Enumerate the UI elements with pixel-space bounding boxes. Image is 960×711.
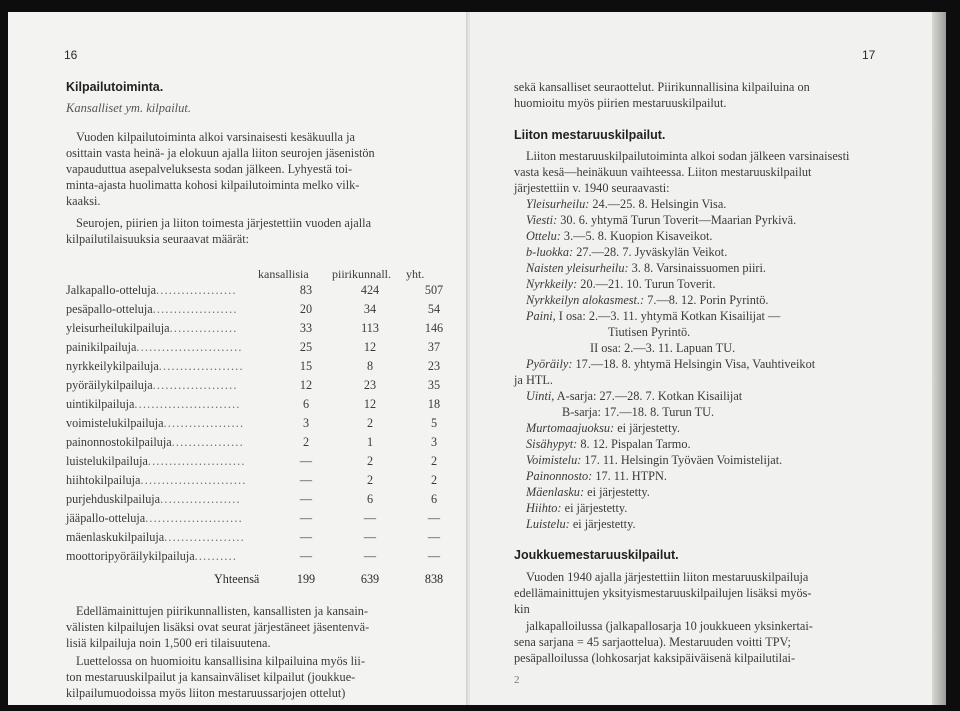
- table-row: pesäpallo-otteluja.................... 20 34 54: [66, 302, 441, 316]
- list-item: Uinti, A-sarja: 27.—28. 7. Kotkan Kisailijat: [526, 389, 743, 403]
- table-row: nyrkkeilykilpailuja.................... 15 8 23: [66, 359, 441, 373]
- list-item: Ottelu: 3.—5. 8. Kuopion Kisaveikot.: [526, 229, 713, 243]
- table-row: voimistelukilpailuja................... 3 2 5: [66, 416, 438, 430]
- list-item: b-luokka: 27.—28. 7. Jyväskylän Veikot.: [526, 245, 728, 259]
- list-item: Hiihto: ei järjestetty.: [526, 501, 628, 515]
- list-item: Voimistelu: 17. 11. Helsingin Työväen Voimistelijat.: [526, 453, 783, 467]
- column-header: kansallisia: [258, 267, 309, 281]
- table-row: purjehduskilpailuja................... — 6 6: [66, 492, 438, 506]
- list-item: Naisten yleisurheilu: 3. 8. Varsinaissuomen piiri.: [526, 261, 767, 275]
- table-row: moottoripyöräilykilpailuja.......... — — —: [66, 549, 441, 563]
- page-number: 17: [862, 48, 876, 62]
- list-item: Painonnosto: 17. 11. HTPN.: [526, 469, 667, 483]
- column-header: piirikunnall.: [332, 267, 391, 281]
- book-edge: [932, 12, 946, 705]
- section-heading: Kilpailutoiminta.: [66, 80, 164, 94]
- right-page: 17 sekä kansalliset seuraottelut. Piirikunnallisina kilpailuina on huomioitu myös piirien mestaruuskilpailut. Liiton mestaruuskilpailut. Liiton mestaruuskilpailutoiminta alkoi sodan jälkeen varsinaisesti vasta kesä—heinäkuun vaihteessa. Liiton mestaruuskilpailut järjestettiin v. 1940 seuraavasti: Yleisurheilu: 24.—25. 8. Helsingin Visa. Viesti: 30. 6. yhtymä Turun Toverit—Maarian Pyrkivä. Ottelu: 3.—5. 8. Kuopion Kisaveikot. b-luokka: 27.—28. 7. Jyväskylän Veikot. Naisten yleisurheilu: 3. 8. Varsinaissuomen piiri. Nyrkkeily: 20.—21. 10. Turun Toverit. Nyrkkeilyn alokasmest.: 7.—8. 12. Porin Pyrintö. Paini, I osa: 2.—3. 11. yhtymä Kotkan Kisailijat — Tiutisen Pyrintö. II osa: 2.—3. 11. Lapuan TU. Pyöräily: 17.—18. 8. yhtymä Helsingin Visa, Vauhtiveikot ja HTL. Uinti, A-sarja: 27.—28. 7. Kotkan Kisailijat B-sarja: 17.—18. 8. Turun TU. Murtomaajuoksu: ei järjestetty. Sisähypyt: 8. 12. Pispalan Tarmo. Voimistelu: 17. 11. Helsingin Työväen Voimistelijat. Painonnosto: 17. 11. HTPN. Mäenlasku: ei järjestetty. Hiihto: ei järjestetty. Luistelu: ei järjestetty. Joukkuemestaruuskilpailut. Vuoden 1940 ajalla järjestettiin liiton mestaruuskilpailuja edellämainittujen yksityismestaruuskilpailujen lisäksi myös- kin jalkapalloilussa (jalkapallosarja 10 joukkueen yksinkertai- sena sarjana = 45 sarjaottelua). Mestaruuden voitti TPV; pesäpalloilussa (lohkosarjat kaksipäiväisenä kilpailutilai- 2: [470, 12, 946, 705]
- subheading: Kansalliset ym. kilpailut.: [66, 101, 191, 115]
- table-row: pyöräilykilpailuja.................... 12 23 35: [66, 378, 441, 392]
- table-row: luistelukilpailuja....................... — 2 2: [66, 454, 438, 468]
- list-item: Murtomaajuoksu: ei järjestetty.: [526, 421, 680, 435]
- table-row: yleisurheilukilpailuja................ 33 113 146: [66, 321, 444, 335]
- table-row: painikilpailuja......................... 25 12 37: [66, 340, 441, 354]
- column-header: yht.: [406, 267, 425, 281]
- total-label: Yhteensä: [214, 572, 260, 586]
- list-item: Tiutisen Pyrintö.: [608, 325, 691, 339]
- signature-mark: 2: [514, 674, 520, 686]
- section-heading: Joukkuemestaruuskilpailut.: [514, 548, 679, 562]
- list-item: ja HTL.: [514, 373, 553, 387]
- table-row: Jalkapallo-otteluja................... 83 424 507: [66, 283, 444, 297]
- list-item: Yleisurheilu: 24.—25. 8. Helsingin Visa.: [526, 197, 727, 211]
- list-item: Pyöräily: 17.—18. 8. yhtymä Helsingin Visa, Vauhtiveikot: [526, 357, 816, 371]
- table-row: hiihtokilpailuja......................... — 2 2: [66, 473, 438, 487]
- list-item: B-sarja: 17.—18. 8. Turun TU.: [562, 405, 715, 419]
- list-item: II osa: 2.—3. 11. Lapuan TU.: [590, 341, 736, 355]
- section-heading: Liiton mestaruuskilpailut.: [514, 128, 666, 142]
- left-page: 16 Kilpailutoiminta. Kansalliset ym. kilpailut. Vuoden kilpailutoiminta alkoi varsinaisesti kesäkuulla ja osittain vasta heinä- ja elokuun ajalla liiton seurojen jäsenistön vapauduttua asepalveluksesta sodan jälkeen. Lyhyestä toi- minta-ajasta huolimatta kohosi kilpailutoiminta melko vilk- kaaksi. Seurojen, piirien ja liiton toimesta järjestettiin vuoden ajalla kilpailutilaisuuksia seuraavat määrät: kansallisia piirikunnall. yht. Jalkapallo-otteluja................... 83 424 507 pesäpallo-otteluja.................... 20 34 54 yleisurheilukilpailuja................ 33 113 146 painikilpailuja......................... 25 12 37 nyrkkeilykilpailuja.................... 15 8 23 pyöräilykilpailuja.................... 12 23 35 uintikilpailuja......................... 6 12 18 voimistelukilpailuja................... 3 2 5 painonnostokilpailuja................. 2 1 3 luistelukilpailuja....................... — 2 2 hiihtokilpailuja......................... — 2 2 purjehduskilpailuja................... — 6 6 jääpallo-otteluja....................... — — — mäenlaskukilpailuja................... — — — moottoripyöräilykilpailuja.......... — — — Yhteensä 199 639 838 Edellämainittujen piirikunnallisten, kansallisten ja kansain- välisten kilpailujen lisäksi ovat seurat järjestäneet jäsentenvä- lisiä kilpailuja noin 1,500 eri tilaisuutena. Luettelossa on huomioitu kansallisina kilpailuina myös lii- ton mestaruuskilpailut ja kansainväliset kilpailut (joukkue- kilpailumuodoissa myös liiton mestaruussarjojen ottelut): [8, 12, 468, 705]
- list-item: Mäenlasku: ei järjestetty.: [526, 485, 650, 499]
- table-row: jääpallo-otteluja....................... — — —: [66, 511, 441, 525]
- table-row: mäenlaskukilpailuja................... — — —: [66, 530, 441, 544]
- table-row: painonnostokilpailuja................. 2 1 3: [66, 435, 438, 449]
- list-item: Nyrkkeilyn alokasmest.: 7.—8. 12. Porin Pyrintö.: [526, 293, 769, 307]
- list-item: Paini, I osa: 2.—3. 11. yhtymä Kotkan Kisailijat —: [526, 309, 781, 323]
- page-number: 16: [64, 48, 78, 62]
- list-item: Luistelu: ei järjestetty.: [526, 517, 636, 531]
- list-item: Nyrkkeily: 20.—21. 10. Turun Toverit.: [526, 277, 716, 291]
- list-item: Sisähypyt: 8. 12. Pispalan Tarmo.: [526, 437, 691, 451]
- table-row: uintikilpailuja......................... 6 12 18: [66, 397, 441, 411]
- list-item: Viesti: 30. 6. yhtymä Turun Toverit—Maarian Pyrkivä.: [526, 213, 797, 227]
- table-total-row: Yhteensä 199 639 838: [214, 572, 444, 586]
